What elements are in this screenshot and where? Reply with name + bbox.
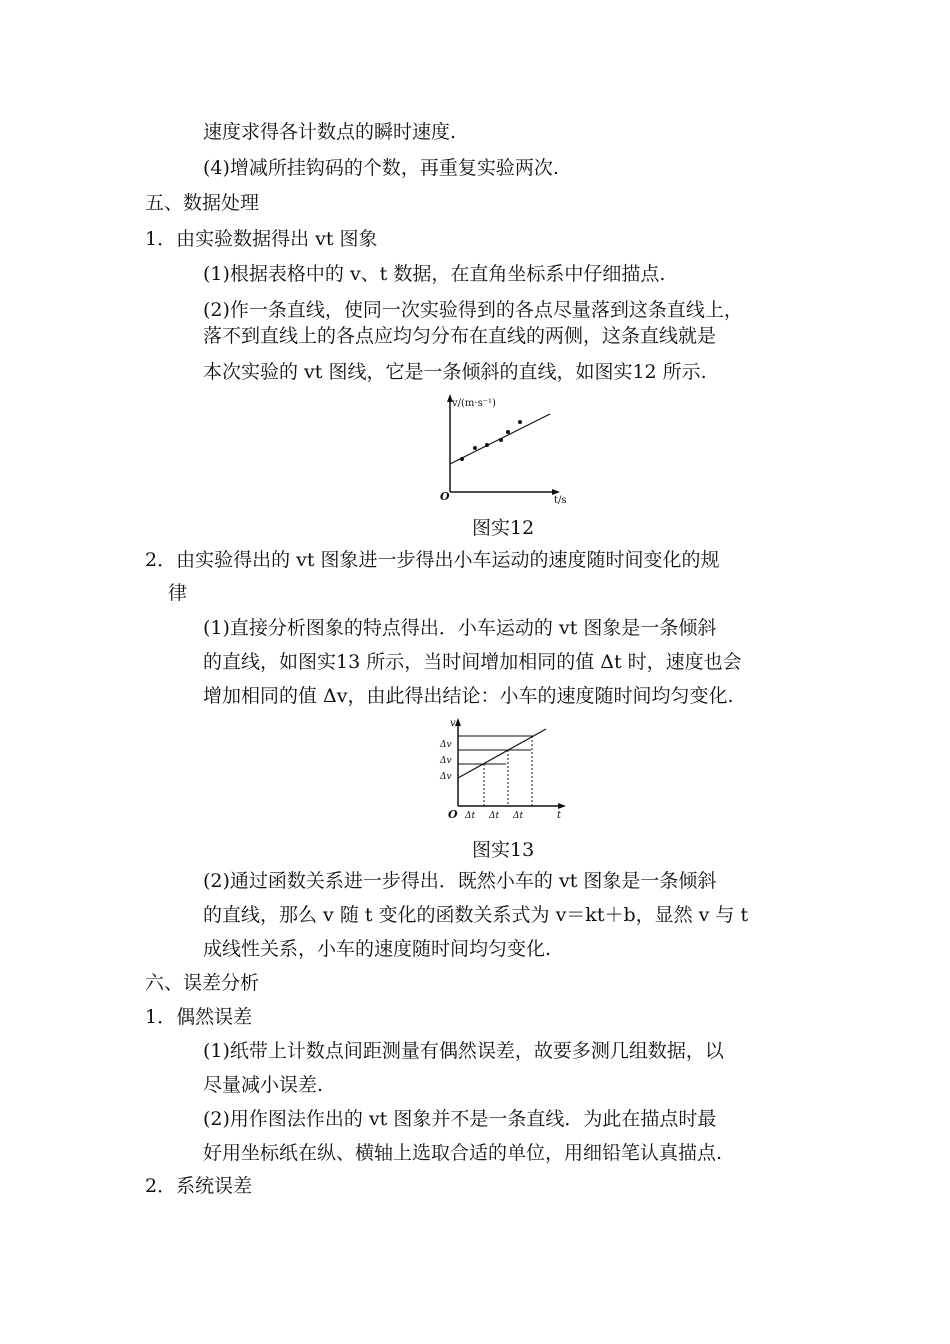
data-point	[518, 420, 522, 424]
text-line: (1)直接分析图象的特点得出．小车运动的 vt 图象是一条倾斜	[203, 617, 717, 639]
figure-12-graph	[418, 392, 578, 504]
text-line: 的直线，那么 v 随 t 变化的函数关系式为 v＝kt＋b，显然 v 与 t	[203, 904, 749, 926]
figure-12-caption: 图实12	[472, 517, 535, 539]
dt-label: Δt	[489, 811, 500, 821]
figure-13-graph	[436, 716, 576, 826]
figure-13-caption: 图实13	[472, 839, 535, 861]
text-line: 尽量减小误差.	[203, 1074, 324, 1096]
dv-label: Δv	[440, 756, 452, 766]
origin-label: O	[448, 808, 458, 821]
text-line: (1)根据表格中的 v、t 数据，在直角坐标系中仔细描点.	[203, 263, 666, 285]
subsection-heading: 1．由实验数据得出 vt 图象	[145, 228, 378, 250]
dv-label: Δv	[440, 772, 452, 782]
data-point	[499, 438, 503, 442]
text-line: (2)用作图法作出的 vt 图象并不是一条直线．为此在描点时最	[203, 1108, 717, 1130]
subsection-heading: 1．偶然误差	[145, 1006, 253, 1028]
origin-label: O	[440, 490, 450, 503]
data-point	[460, 457, 464, 461]
data-point	[473, 446, 477, 450]
text-line: 好用坐标纸在纵、横轴上选取合适的单位，用细铅笔认真描点.	[203, 1142, 723, 1164]
subsection-heading: 2．由实验得出的 vt 图象进一步得出小车运动的速度随时间变化的规	[145, 549, 720, 571]
dv-label: Δv	[440, 740, 452, 750]
text-line: (4)增减所挂钩码的个数，再重复实验两次.	[203, 157, 559, 179]
text-line: 成线性关系，小车的速度随时间均匀变化.	[203, 938, 552, 960]
section-heading: 五、数据处理	[145, 192, 260, 214]
text-line: 增加相同的值 Δv，由此得出结论：小车的速度随时间均匀变化.	[203, 685, 734, 707]
section-heading: 六、误差分析	[145, 972, 260, 994]
x-axis-arrow	[558, 803, 566, 809]
text-line: (1)纸带上计数点间距测量有偶然误差，故要多测几组数据，以	[203, 1040, 724, 1062]
text-line: 律	[168, 582, 188, 604]
y-axis-label: v/(m·s⁻¹)	[452, 398, 496, 409]
y-axis-label: v	[450, 718, 456, 729]
y-axis-arrow	[455, 718, 461, 726]
text-line: (2)作一条直线，使同一次实验得到的各点尽量落到这条直线上，	[203, 299, 743, 321]
x-axis-label: t	[557, 810, 562, 821]
x-axis-label: t/s	[554, 495, 567, 504]
data-point	[506, 430, 510, 434]
text-line: 速度求得各计数点的瞬时速度.	[203, 121, 457, 143]
dt-label: Δt	[513, 811, 524, 821]
dt-label: Δt	[465, 811, 476, 821]
subsection-heading: 2．系统误差	[145, 1175, 253, 1197]
data-point	[485, 443, 489, 447]
text-line: 本次实验的 vt 图线，它是一条倾斜的直线，如图实12 所示.	[203, 361, 707, 383]
text-line: 的直线，如图实13 所示，当时间增加相同的值 Δt 时，速度也会	[203, 651, 742, 673]
text-line: (2)通过函数关系进一步得出．既然小车的 vt 图象是一条倾斜	[203, 870, 717, 892]
text-line: 落不到直线上的各点应均匀分布在直线的两侧，这条直线就是	[203, 325, 717, 347]
